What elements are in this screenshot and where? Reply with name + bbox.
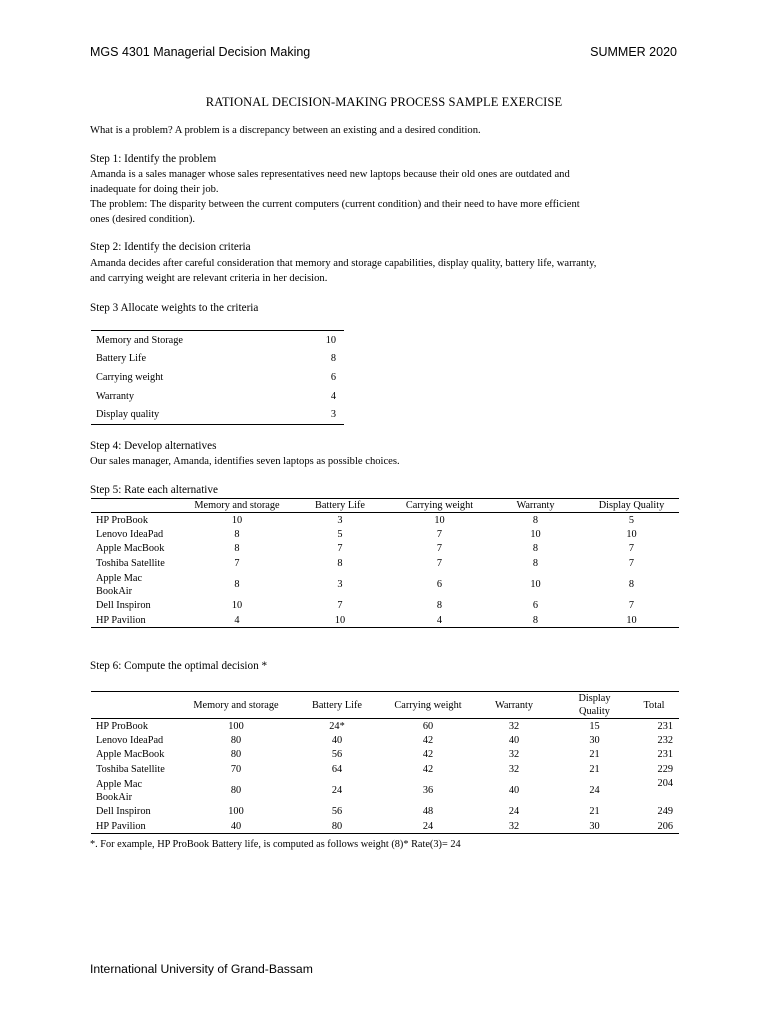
table-row [91,513,679,528]
laptop-name-cell [91,527,186,541]
value-cell: 8 [234,543,240,555]
laptop-name-cell [91,613,186,628]
value-cell: 229 [657,763,673,775]
laptop-name: Apple MacBook [96,749,165,761]
weighted-scores-table [91,691,679,834]
value-cell: 8 [628,579,635,591]
laptop-name-continued: BookAir [96,791,133,803]
column-header: Display Quality [560,692,629,719]
value-cell: 36 [422,785,434,797]
laptop-name: Lenovo IdeaPad [96,735,164,747]
intro-text: What is a problem? A problem is a discrepancy between an existing and a desired condition. [90,125,481,136]
column-header: Warranty [468,692,560,719]
step1-line: The problem: The disparity between the current computers (current condition) and their need to have more efficient [90,199,580,210]
value-cell: 7 [436,529,443,541]
column-header: Battery Life [286,692,388,719]
column-header: Carrying weight [392,499,487,513]
column-header: Battery Life [288,499,392,513]
table-row [91,733,679,747]
column-header [91,499,186,513]
value-cell: 42 [422,749,434,761]
laptop-name-cell [91,571,186,599]
value-cell: 8 [487,613,584,628]
value-cell: 42 [422,735,434,747]
value-cell: 249 [657,806,673,818]
value-cell: 7 [628,600,635,612]
table-row [91,805,679,819]
value-cell: 10 [231,600,243,612]
value-cell: 231 [657,720,673,732]
value-cell: 40 [186,819,286,834]
table-row [91,762,679,776]
table-row [91,599,679,613]
value-cell: 60 [422,720,434,732]
table-row [91,527,679,541]
value-cell: 204 [657,777,673,789]
step6-heading: Step 6: Compute the optimal decision * [90,660,268,672]
value-cell: 42 [422,763,434,775]
value-cell: 56 [331,749,343,761]
step1-body [90,167,682,227]
value-cell: 206 [629,819,679,834]
table-row [91,556,679,570]
value-cell: 6 [436,579,443,591]
laptop-name-cell [91,556,186,570]
value-cell: 40 [508,785,520,797]
value-cell: 5 [337,529,343,541]
value-cell: 232 [657,735,673,747]
value-cell: 7 [234,557,240,569]
value-cell: 32 [508,763,520,775]
laptop-name: Lenovo IdeaPad [96,529,164,541]
value-cell: 231 [657,749,673,761]
laptop-name-continued: BookAir [96,585,133,597]
value-cell: 8 [234,579,240,591]
criterion-cell: Display quality [91,405,295,424]
value-cell: 80 [286,819,388,834]
footnote: *. For example, HP ProBook Battery life, is computed as follows weight (8)* Rate(3)= 24 [90,839,461,850]
value-cell: 80 [230,735,242,747]
weight-cell: 10 [295,331,344,350]
laptop-name: Apple Mac [96,778,143,790]
criterion-cell: Battery Life [96,353,147,365]
weight-cell: 6 [330,371,336,383]
value-cell: 8 [436,600,443,612]
value-cell: 8 [337,557,343,569]
value-cell: 48 [422,806,434,818]
value-cell: 7 [628,543,635,555]
table-row [91,571,679,599]
laptop-name-cell [91,733,186,747]
table-row [91,405,344,424]
footer-institution: International University of Grand-Bassam [90,962,313,976]
step2-line: and carrying weight are relevant criteria in her decision. [90,273,328,284]
value-cell: 8 [234,529,240,541]
value-cell: 32 [468,819,560,834]
value-cell: 7 [337,600,343,612]
laptop-name-cell [91,719,186,734]
value-cell: 15 [589,720,600,732]
value-cell: 21 [589,763,600,775]
criterion-cell: Memory and Storage [91,331,295,350]
value-cell: 100 [228,720,244,732]
table-row [91,777,679,805]
step3-heading: Step 3 Allocate weights to the criteria [90,302,259,314]
value-cell: 64 [331,763,343,775]
criterion-cell: Carrying weight [96,371,164,383]
value-cell: 40 [331,735,343,747]
value-cell: 7 [337,543,343,555]
step5-heading: Step 5: Rate each alternative [90,484,218,496]
laptop-name: Toshiba Satellite [96,557,165,569]
value-cell: 100 [228,806,244,818]
value-cell: 7 [436,557,443,569]
value-cell: 10 [530,529,541,541]
step1-line: ones (desired condition). [90,214,196,225]
laptop-name: Apple Mac [96,572,143,584]
value-cell: 70 [230,763,242,775]
ratings-table [91,498,679,628]
weight-cell: 4 [330,390,336,402]
column-header [91,692,186,719]
laptop-name: Apple MacBook [96,543,165,555]
value-cell: 10 [626,529,637,541]
table-header-row [91,692,679,719]
document-title: RATIONAL DECISION-MAKING PROCESS SAMPLE EXERCISE [205,95,563,109]
weight-cell: 3 [295,405,344,424]
table-row [91,350,344,369]
laptop-name-cell [91,748,186,762]
laptop-name: Dell Inspiron [96,806,151,818]
value-cell: 8 [532,514,539,526]
weight-cell: 8 [330,353,336,365]
value-cell: 10 [288,613,392,628]
value-cell: 24 [388,819,468,834]
table-row [91,819,679,834]
value-cell: 7 [436,543,443,555]
column-header: Memory and storage [186,499,288,513]
column-header: Total [629,692,679,719]
step1-heading: Step 1: Identify the problem [90,153,217,165]
table-header-row [91,499,679,513]
laptop-name-cell [91,599,186,613]
value-cell: 30 [560,819,629,834]
value-cell: 24 [331,785,343,797]
value-cell: 24 [589,785,600,797]
laptop-name: HP ProBook [96,720,148,732]
value-cell: 32 [508,749,520,761]
value-cell: 24 [508,806,520,818]
step4-body: Our sales manager, Amanda, identifies seven laptops as possible choices. [90,456,400,467]
value-cell: 80 [230,749,242,761]
value-cell: 56 [331,806,343,818]
laptop-name-cell [91,819,186,834]
course-header: MGS 4301 Managerial Decision Making [90,45,311,59]
table-row [91,542,679,556]
step2-body [90,256,682,286]
value-cell: 8 [532,557,539,569]
laptop-name: HP ProBook [96,514,148,526]
value-cell: 40 [508,735,520,747]
value-cell: 24* [329,720,345,732]
value-cell: 80 [230,785,242,797]
step1-line: inadequate for doing their job. [90,184,219,195]
value-cell: 4 [392,613,487,628]
laptop-name: Toshiba Satellite [96,763,165,775]
table-row [91,387,344,406]
value-cell: 21 [589,749,600,761]
value-cell: 5 [628,514,635,526]
value-cell: 3 [337,579,343,591]
laptop-name-cell [91,805,186,819]
column-header: Carrying weight [388,692,468,719]
value-cell: 10 [231,514,243,526]
term-header: SUMMER 2020 [590,45,677,59]
value-cell: 4 [186,613,288,628]
laptop-name-cell [91,777,186,805]
laptop-name: HP Pavilion [96,614,146,626]
laptop-name: Dell Inspiron [96,600,151,612]
column-header: Warranty [487,499,584,513]
value-cell: 8 [532,543,539,555]
laptop-name-cell [91,513,186,528]
value-cell: 30 [589,735,600,747]
value-cell: 6 [532,600,539,612]
value-cell: 3 [337,514,343,526]
table-row [91,331,344,350]
value-cell: 10 [434,514,445,526]
value-cell: 10 [530,579,541,591]
weights-table [91,330,344,425]
step2-line: Amanda decides after careful consideration that memory and storage capabilities, display quality, battery life, warranty, [90,258,597,269]
value-cell: 32 [508,720,520,732]
value-cell: 21 [589,806,600,818]
table-row [91,719,679,734]
laptop-name-cell [91,542,186,556]
step1-line: Amanda is a sales manager whose sales representatives need new laptops because their old ones are outdated and [90,169,570,180]
table-row [91,613,679,628]
step4-heading: Step 4: Develop alternatives [90,440,217,452]
column-header: Memory and storage [186,692,286,719]
criterion-cell: Warranty [96,390,135,402]
column-header: Display Quality [584,499,679,513]
value-cell: 10 [584,613,679,628]
value-cell: 7 [628,557,635,569]
table-row [91,368,344,387]
laptop-name-cell [91,762,186,776]
step2-heading: Step 2: Identify the decision criteria [90,241,251,253]
table-row [91,748,679,762]
laptop-name: HP Pavilion [96,820,146,832]
